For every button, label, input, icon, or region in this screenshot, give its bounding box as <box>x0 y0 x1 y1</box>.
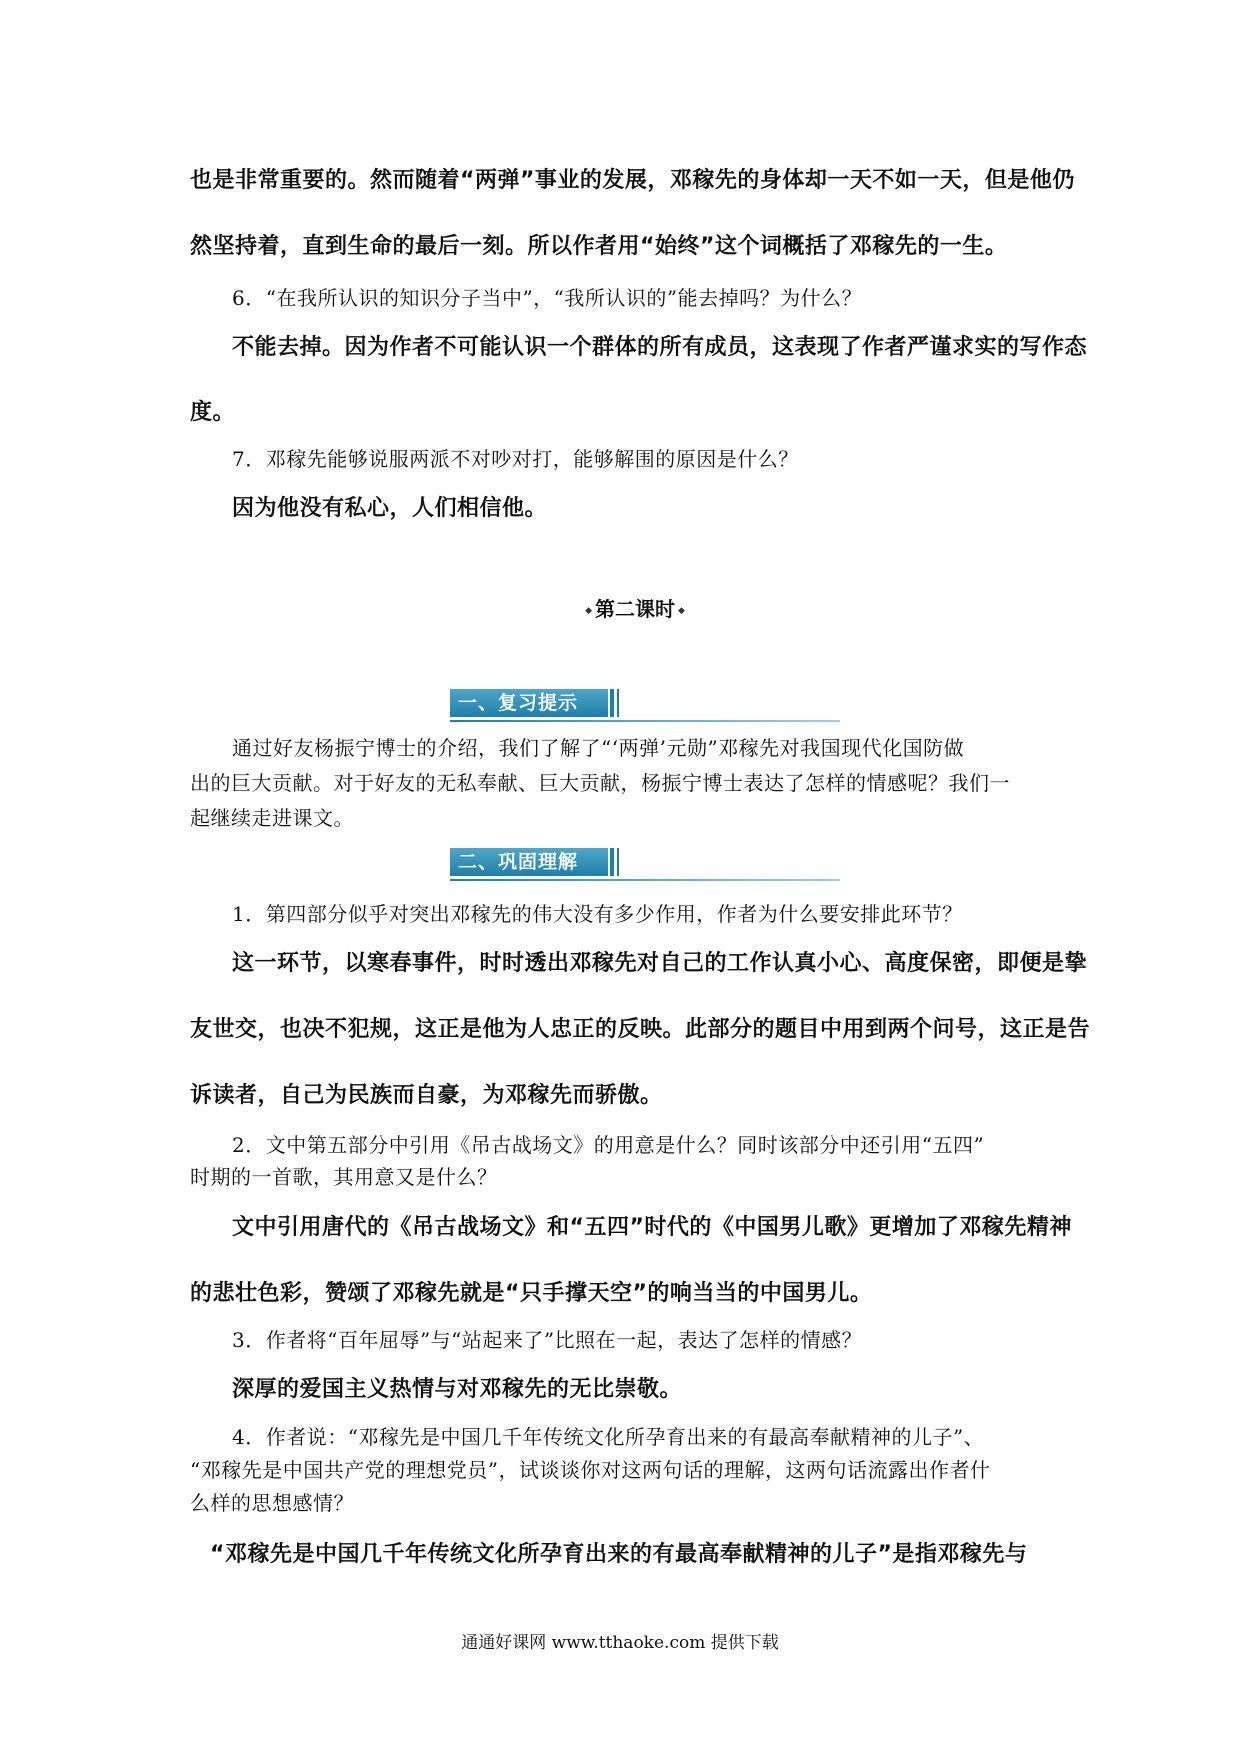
section-underline <box>450 879 840 881</box>
question-7: 7．邓稼先能够说服两派不对吵对打，能够解围的原因是什么？ <box>232 447 799 471</box>
question-2: 2．文中第五部分中引用《吊古战场文》的用意是什么？同时该部分中还引用“五四” <box>232 1133 985 1157</box>
section-header-bar <box>610 848 614 876</box>
answer-text: 然坚持着，直到生命的最后一刻。所以作者用“始终”这个词概括了邓稼先的一生。 <box>190 234 1008 259</box>
answer-6: 不能去掉。因为作者不可能认识一个群体的所有成员，这表现了作者严谨求实的写作态 <box>232 335 1088 360</box>
answer-1-continued: 诉读者，自己为民族而自豪，为邓稼先而骄傲。 <box>190 1083 663 1108</box>
question-3: 3．作者将“百年屈辱”与“站起来了”比照在一起，表达了怎样的情感？ <box>232 1328 863 1352</box>
section-header-bar <box>610 689 614 717</box>
answer-2: 文中引用唐代的《吊古战场文》和“五四”时代的《中国男儿歌》更增加了邓稼先精神 <box>232 1215 1072 1240</box>
answer-3: 深厚的爱国主义热情与对邓稼先的无比崇敬。 <box>232 1377 683 1402</box>
answer-4: “邓稼先是中国几千年传统文化所孕育出来的有最高奉献精神的儿子”是指邓稼先与 <box>210 1542 1028 1567</box>
section-header-bar <box>617 848 619 876</box>
section-title: 一、复习提示 <box>450 689 608 717</box>
section-header-consolidate <box>450 848 840 882</box>
review-text: 起继续走进课文。 <box>190 806 354 830</box>
section-header-review <box>450 689 840 723</box>
answer-1: 这一环节，以寒春事件，时时透出邓稼先对自己的工作认真小心、高度保密，即便是挚 <box>232 951 1088 976</box>
footer-credit: 通通好课网 www.tthaoke.com 提供下载 <box>461 1633 779 1653</box>
question-4-continued: “邓稼先是中国共产党的理想党员”，试谈谈你对这两句话的理解，这两句话流露出作者什 <box>190 1458 991 1482</box>
lesson-title: ◆ 第二课时 ◆ <box>560 594 710 624</box>
review-text: 通过好友杨振宁博士的介绍，我们了解了“‘两弹’元勋”邓稼先对我国现代化国防做 <box>232 736 965 760</box>
question-2-continued: 时期的一首歌，其用意又是什么？ <box>190 1165 498 1189</box>
section-header-bar <box>617 689 619 717</box>
answer-1-continued: 友世交，也决不犯规，这正是他为人忠正的反映。此部分的题目中用到两个问号，这正是告 <box>190 1017 1091 1042</box>
answer-6-continued: 度。 <box>190 400 236 425</box>
answer-text: 也是非常重要的。然而随着“两弹”事业的发展，邓稼先的身体却一天不如一天，但是他仍 <box>190 168 1075 193</box>
section-title: 二、巩固理解 <box>450 848 608 876</box>
question-6: 6．“在我所认识的知识分子当中”，“我所认识的”能去掉吗？为什么？ <box>232 286 863 310</box>
question-1: 1．第四部分似乎对突出邓稼先的伟大没有多少作用，作者为什么要安排此环节？ <box>232 902 963 926</box>
question-4-continued: 么样的思想感情？ <box>190 1491 354 1515</box>
answer-2-continued: 的悲壮色彩，赞颂了邓稼先就是“只手撑天空”的响当当的中国男儿。 <box>190 1281 873 1306</box>
answer-7: 因为他没有私心，人们相信他。 <box>232 496 548 521</box>
section-underline <box>450 720 840 722</box>
review-text: 出的巨大贡献。对于好友的无私奉献、巨大贡献，杨振宁博士表达了怎样的情感呢？我们一 <box>190 771 1010 795</box>
question-4: 4．作者说：“邓稼先是中国几千年传统文化所孕育出来的有最高奉献精神的儿子”、 <box>232 1425 985 1449</box>
